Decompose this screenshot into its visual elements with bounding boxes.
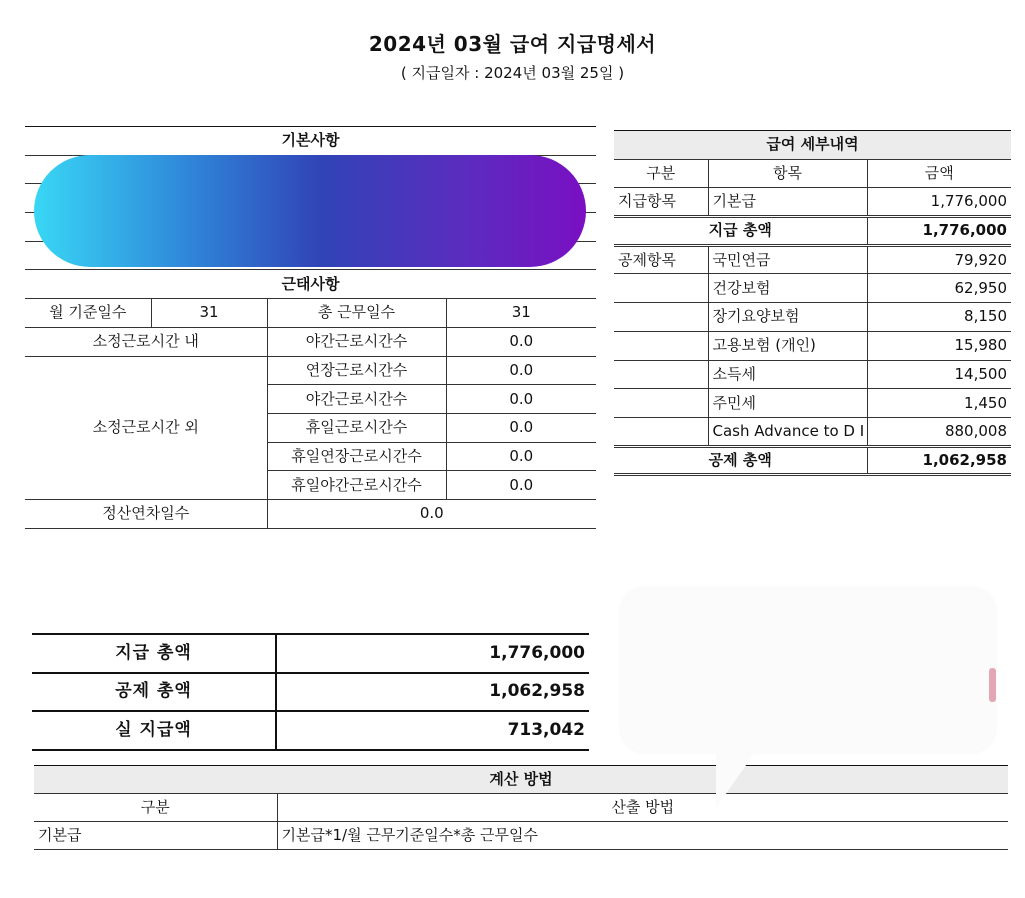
pay-total-label: 지급 총액 — [614, 217, 867, 246]
summary-value: 1,062,958 — [276, 673, 589, 712]
settlement-label: 정산연차일수 — [25, 499, 267, 528]
deduction-item-amount: 15,980 — [867, 331, 1011, 360]
redaction-mark — [989, 668, 996, 702]
deduction-item-amount: 62,950 — [867, 274, 1011, 303]
redaction-bubble — [621, 588, 995, 752]
deduction-total-value: 1,062,958 — [867, 446, 1011, 475]
deduction-item-amount: 1,450 — [867, 389, 1011, 418]
deduction-category-blank — [614, 331, 708, 360]
pay-category: 지급항목 — [614, 188, 708, 217]
summary-table — [32, 633, 589, 751]
calc-method: 기본급*1/월 근무기준일수*총 근무일수 — [277, 822, 1008, 850]
hours-label: 휴일근로시간수 — [267, 413, 446, 442]
calculation-table — [34, 765, 1008, 850]
col-category: 구분 — [614, 159, 708, 188]
basic-info-title: 기본사항 — [25, 127, 596, 156]
hours-label: 야간근로시간수 — [267, 327, 446, 356]
deduction-item-name: 주민세 — [708, 389, 867, 418]
pay-total-value: 1,776,000 — [867, 217, 1011, 246]
hours-value: 0.0 — [446, 327, 596, 356]
deduction-item-amount: 8,150 — [867, 303, 1011, 332]
hours-label: 연장근로시간수 — [267, 356, 446, 385]
deduction-item-name: 소득세 — [708, 360, 867, 389]
deduction-category-blank — [614, 303, 708, 332]
hours-value: 0.0 — [446, 413, 596, 442]
hours-value: 0.0 — [446, 356, 596, 385]
pay-detail-table — [614, 130, 1011, 476]
hours-value: 0.0 — [446, 471, 596, 500]
deduction-item-name: 국민연금 — [708, 245, 867, 274]
page-title: 2024년 03월 급여 지급명세서 — [368, 32, 657, 56]
summary-value: 1,776,000 — [276, 634, 589, 673]
calc-col-method: 산출 방법 — [277, 794, 1008, 822]
attendance-title: 근태사항 — [25, 270, 596, 299]
outside-hours-label: 소정근로시간 외 — [25, 356, 267, 499]
deduction-item-name: 고용보험 (개인) — [708, 331, 867, 360]
calc-col-category: 구분 — [34, 794, 277, 822]
pay-date: ( 지급일자 : 2024년 03월 25일 ) — [400, 64, 625, 82]
total-work-days-label: 총 근무일수 — [267, 299, 446, 328]
summary-label: 지급 총액 — [32, 634, 276, 673]
pay-item-name: 기본급 — [708, 188, 867, 217]
col-amount: 금액 — [867, 159, 1011, 188]
pay-item-amount: 1,776,000 — [867, 188, 1011, 217]
summary-label: 실 지급액 — [32, 711, 276, 750]
hours-label: 휴일야간근로시간수 — [267, 471, 446, 500]
deduction-category-blank — [614, 389, 708, 418]
deduction-category-blank — [614, 274, 708, 303]
monthly-base-days-value: 31 — [151, 299, 267, 328]
calc-category: 기본급 — [34, 822, 277, 850]
summary-value: 713,042 — [276, 711, 589, 750]
deduction-item-name: 장기요양보험 — [708, 303, 867, 332]
deduction-item-amount: 880,008 — [867, 417, 1011, 446]
col-item: 항목 — [708, 159, 867, 188]
deduction-item-name: Cash Advance to D I — [708, 417, 867, 446]
settlement-value: 0.0 — [267, 499, 596, 528]
deduction-item-amount: 79,920 — [867, 245, 1011, 274]
hours-value: 0.0 — [446, 442, 596, 471]
redaction-blob — [34, 155, 586, 267]
deduction-item-name: 건강보험 — [708, 274, 867, 303]
pay-detail-title: 급여 세부내역 — [614, 131, 1011, 160]
monthly-base-days-label: 월 기준일수 — [25, 299, 151, 328]
deduction-item-amount: 14,500 — [867, 360, 1011, 389]
hours-label: 휴일연장근로시간수 — [267, 442, 446, 471]
deduction-category: 공제항목 — [614, 245, 708, 274]
deduction-category-blank — [614, 417, 708, 446]
total-work-days-value: 31 — [446, 299, 596, 328]
hours-label: 야간근로시간수 — [267, 385, 446, 414]
deduction-total-label: 공제 총액 — [614, 446, 867, 475]
calculation-title: 계산 방법 — [34, 766, 1008, 794]
summary-label: 공제 총액 — [32, 673, 276, 712]
hours-value: 0.0 — [446, 385, 596, 414]
deduction-category-blank — [614, 360, 708, 389]
within-hours-label: 소정근로시간 내 — [25, 327, 267, 356]
